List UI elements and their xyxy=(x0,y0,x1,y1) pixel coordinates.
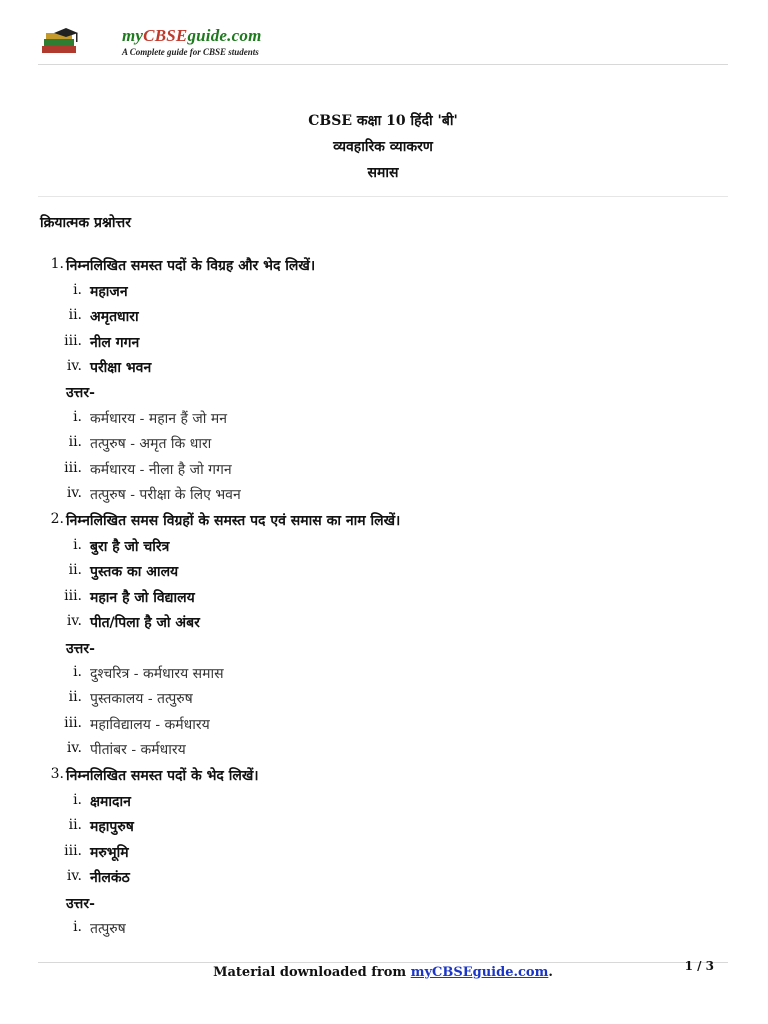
answer-number: ii. xyxy=(68,689,82,705)
answer-text: कर्मधारय - नीला है जो गगन xyxy=(90,462,232,478)
answer-text: तत्पुरुष - अमृत कि धारा xyxy=(90,436,212,452)
title-line-1: CBSE कक्षा 10 हिंदी 'बी' xyxy=(308,113,458,129)
answer-number: i. xyxy=(73,919,82,935)
answer-number: i. xyxy=(73,409,82,425)
logo-part-my: my xyxy=(122,26,144,45)
item-number: ii. xyxy=(68,562,82,578)
answer-number: ii. xyxy=(68,434,82,450)
item-text: बुरा है जो चरित्र xyxy=(90,539,170,555)
title-line-2: व्यवहारिक व्याकरण xyxy=(333,139,433,155)
item-number: i. xyxy=(73,537,82,553)
footer-link[interactable]: myCBSEguide.com xyxy=(410,965,549,980)
item-text: मरुभूमि xyxy=(90,845,129,861)
section-title: क्रियात्मक प्रश्नोत्तर xyxy=(40,215,131,231)
answer-text: तत्पुरुष xyxy=(90,921,126,937)
item-number: iii. xyxy=(64,588,82,604)
answer-text: दुश्चरित्र - कर्मधारय समास xyxy=(90,666,224,682)
logo-part-cbse: CBSE xyxy=(143,26,188,45)
question-text: निम्नलिखित समस्त पदों के विग्रह और भेद लिखें। xyxy=(66,258,316,274)
footer-text xyxy=(38,965,728,980)
logo-tagline: A Complete guide for CBSE students xyxy=(122,47,259,57)
answer-number: iii. xyxy=(64,715,82,731)
item-number: iii. xyxy=(64,843,82,859)
answer-number: iv. xyxy=(66,740,82,756)
answer-text: महाविद्यालय - कर्मधारय xyxy=(90,717,210,733)
item-number: iii. xyxy=(64,333,82,349)
item-text: क्षमादान xyxy=(90,794,131,810)
footer-prefix: Material downloaded from xyxy=(213,965,411,980)
item-text: पीत/पिला है जो अंबर xyxy=(90,615,200,631)
answer-label-text: उत्तर- xyxy=(66,641,95,657)
answer-number: iii. xyxy=(64,460,82,476)
logo-text xyxy=(122,26,262,46)
books-logo-icon xyxy=(40,28,84,56)
item-text: नील गगन xyxy=(90,335,140,351)
item-text: परीक्षा भवन xyxy=(90,360,152,376)
item-number: iv. xyxy=(66,868,82,884)
question-text: निम्नलिखित समस्त पदों के भेद लिखें। xyxy=(66,768,259,784)
question-number: 3. xyxy=(50,766,64,782)
question-number: 2. xyxy=(50,511,64,527)
answer-text: तत्पुरुष - परीक्षा के लिए भवन xyxy=(90,487,241,503)
answer-text: कर्मधारय - महान हैं जो मन xyxy=(90,411,227,427)
item-number: i. xyxy=(73,282,82,298)
logo-part-guide: guide.com xyxy=(187,26,262,45)
item-text: महापुरुष xyxy=(90,819,134,835)
answer-number: i. xyxy=(73,664,82,680)
answer-label-text: उत्तर- xyxy=(66,385,95,401)
page-header xyxy=(38,26,728,65)
item-number: i. xyxy=(73,792,82,808)
item-text: महान है जो विद्यालय xyxy=(90,590,195,606)
item-number: ii. xyxy=(68,307,82,323)
question-number: 1. xyxy=(50,256,64,272)
answer-text: पुस्तकालय - तत्पुरुष xyxy=(90,691,193,707)
answer-label-text: उत्तर- xyxy=(66,896,95,912)
item-number: iv. xyxy=(66,613,82,629)
footer-suffix: . xyxy=(548,965,553,980)
item-number: ii. xyxy=(68,817,82,833)
title-line-3: समास xyxy=(367,165,399,181)
item-number: iv. xyxy=(66,358,82,374)
page-footer xyxy=(38,959,728,1003)
question-text: निम्नलिखित समस विग्रहों के समस्त पद एवं समास का नाम लिखें। xyxy=(66,513,401,529)
item-text: अमृतधारा xyxy=(90,309,139,325)
page-number: 1 / 3 xyxy=(684,959,714,973)
item-text: नीलकंठ xyxy=(90,870,130,886)
item-text: पुस्तक का आलय xyxy=(90,564,179,580)
document-title-block xyxy=(38,108,728,197)
answer-text: पीतांबर - कर्मधारय xyxy=(90,742,186,758)
answer-number: iv. xyxy=(66,485,82,501)
item-text: महाजन xyxy=(90,284,128,300)
